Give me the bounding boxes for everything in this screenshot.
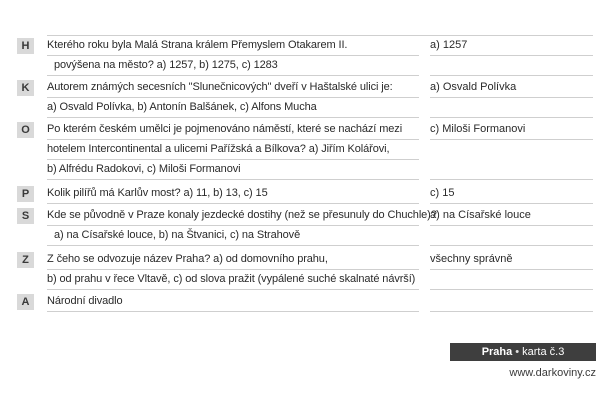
card-label-box [450, 343, 596, 361]
answer-divider [430, 245, 593, 246]
question-text-line: Po kterém českém umělci je pojmenováno náměstí, které se nachází mezi [47, 120, 419, 140]
answer-divider [430, 117, 593, 118]
question-text-line: b) Alfrédu Radokovi, c) Miloši Formanovi [47, 160, 419, 180]
question-text-line: b) od prahu v řece Vltavě, c) od slova pražit (vypálené suché skalnaté návrší) [47, 270, 419, 290]
row-letter-badge: P [17, 186, 34, 202]
question-text-line: a) Osvald Polívka, b) Antonín Balšánek, c) Alfons Mucha [47, 98, 419, 118]
card-number: karta č.3 [522, 346, 565, 358]
row-letter-badge: A [17, 294, 34, 310]
answer-text: a) na Císařské louce [430, 206, 593, 226]
answer-divider [430, 75, 593, 76]
answer-divider [430, 289, 593, 290]
row-letter-badge: H [17, 38, 34, 54]
separator-dot: • [515, 346, 520, 358]
question-text-line: Autorem známých secesních "Slunečnicových" dveří v Haštalské ulici je: [47, 78, 419, 98]
website-url: www.darkoviny.cz [509, 367, 596, 379]
answer-text: c) 15 [430, 184, 593, 204]
city-name: Praha [481, 346, 513, 358]
answer-text [430, 292, 593, 312]
question-text-line: povýšena na město? a) 1257, b) 1275, c) 1283 [47, 56, 419, 76]
answer-divider [430, 179, 593, 180]
question-text-line: Kterého roku byla Malá Strana králem Přemyslem Otakarem II. [47, 36, 419, 56]
row-letter-badge: S [17, 208, 34, 224]
row-letter-badge: Z [17, 252, 34, 268]
answer-text: a) Osvald Polívka [430, 78, 593, 98]
question-text-line: Národní divadlo [47, 292, 419, 312]
answer-text: všechny správně [430, 250, 593, 270]
row-letter-badge: O [17, 122, 34, 138]
answer-text: a) 1257 [430, 36, 593, 56]
question-text-line: a) na Císařské louce, b) na Štvanici, c) na Strahově [47, 226, 419, 246]
question-text-line: Z čeho se odvozuje název Praha? a) od domovního prahu, [47, 250, 419, 270]
answer-text: c) Miloši Formanovi [430, 120, 593, 140]
question-text-line: Kolik pilířů má Karlův most? a) 11, b) 13, c) 15 [47, 184, 419, 204]
question-text-line: hotelem Intercontinental a ulicemi Pařížská a Bílkova? a) Jiřím Kolářovi, [47, 140, 419, 160]
question-text-line: Kde se původně v Praze konaly jezdecké dostihy (než se přesunuly do Chuchle)? [47, 206, 419, 226]
row-letter-badge: K [17, 80, 34, 96]
